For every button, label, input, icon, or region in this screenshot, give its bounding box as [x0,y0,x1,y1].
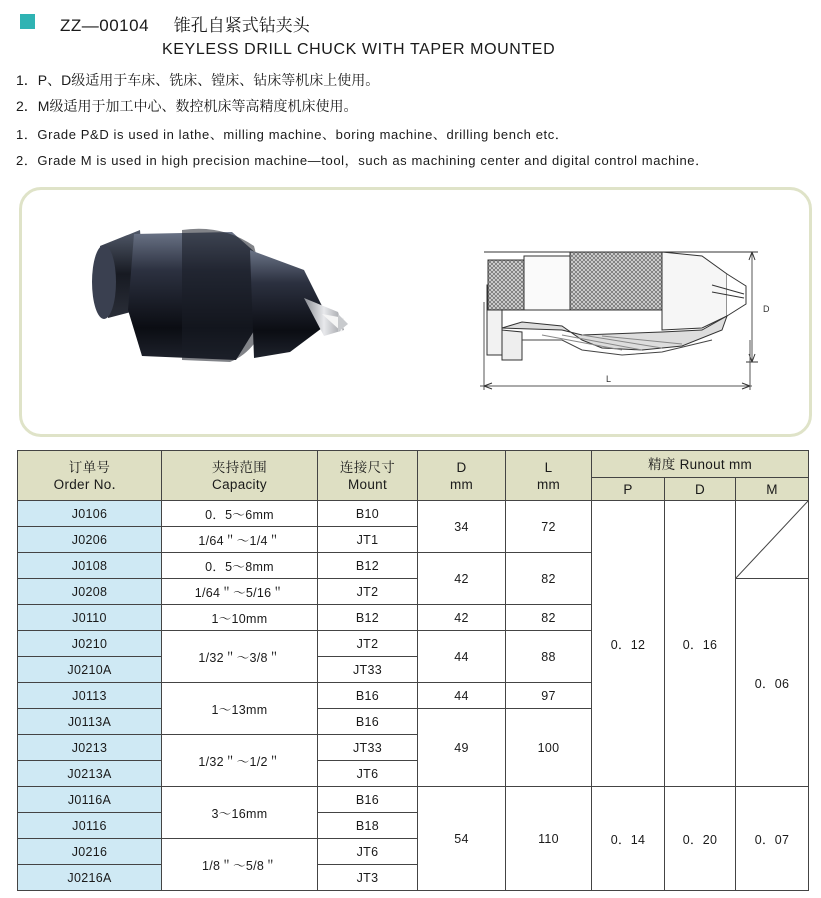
capacity-cell: 1～10mm [162,605,318,631]
diagram-label-d: D [763,304,770,314]
capacity-cell: 1/32＂～3/8＂ [162,631,318,683]
table-row [18,501,809,527]
capacity-cell: 0．5～8mm [162,553,318,579]
mount-cell: B10 [318,501,418,527]
runout-p-cell: 0．12 [592,501,665,787]
d-cell: 49 [418,709,506,787]
note-en-1: 1．Grade P&D is used in lathe、milling machine、boring machine、drilling bench etc． [16,127,569,142]
order-cell: J0113 [18,683,162,709]
order-cell: J0208 [18,579,162,605]
d-cell: 54 [418,787,506,891]
mount-cell: JT3 [318,865,418,891]
order-cell: J0213A [18,761,162,787]
header-mount: 连接尺寸 Mount [318,451,418,501]
l-cell: 82 [506,605,592,631]
product-title [60,11,310,36]
l-cell: 82 [506,553,592,605]
mount-cell: B18 [318,813,418,839]
d-cell: 34 [418,501,506,553]
capacity-cell: 1/8＂～5/8＂ [162,839,318,891]
mount-cell: B12 [318,605,418,631]
order-cell: J0116A [18,787,162,813]
d-cell: 42 [418,605,506,631]
capacity-cell: 1～13mm [162,683,318,735]
drill-chuck-technical-drawing [480,252,758,390]
runout-d-cell: 0．20 [665,787,736,891]
order-cell: J0108 [18,553,162,579]
mount-cell: JT33 [318,657,418,683]
product-code: ZZ—00104 [60,16,150,35]
header-runout-m: M [736,478,809,501]
l-cell: 97 [506,683,592,709]
runout-m-cell: 0．07 [736,787,809,891]
note-cn-2: 2．M级适用于加工中心、数控机床等高精度机床使用。 [16,98,358,114]
mount-cell: B16 [318,709,418,735]
note-en-2: 2．Grade M is used in high precision machine—tool，such as machining center and digital control machine． [16,153,709,168]
mount-cell: JT33 [318,735,418,761]
product-name-cn: 锥孔自紧式钻夹头 [173,16,310,35]
runout-m-not-applicable [736,501,809,579]
product-illustration-panel [19,187,812,437]
mount-cell: JT6 [318,761,418,787]
mount-cell: B12 [318,553,418,579]
header-d: D mm [418,451,506,501]
diagonal-line [736,501,808,578]
mount-cell: JT2 [318,579,418,605]
order-cell: J0110 [18,605,162,631]
header-runout-d: D [665,478,736,501]
table-row [18,787,809,813]
l-cell: 72 [506,501,592,553]
d-cell: 44 [418,631,506,683]
header-runout: 精度 Runout mm [592,451,809,478]
header-l: L mm [506,451,592,501]
capacity-cell: 1/64＂～5/16＂ [162,579,318,605]
d-cell: 42 [418,553,506,605]
order-cell: J0216 [18,839,162,865]
mount-cell: B16 [318,683,418,709]
diagram-label-l: L [606,374,612,384]
l-cell: 88 [506,631,592,683]
capacity-cell: 1/32＂～1/2＂ [162,735,318,787]
runout-d-cell: 0．16 [665,501,736,787]
order-cell: J0210 [18,631,162,657]
mount-cell: JT1 [318,527,418,553]
mount-cell: B16 [318,787,418,813]
l-cell: 100 [506,709,592,787]
mount-cell: JT2 [318,631,418,657]
product-name-en: KEYLESS DRILL CHUCK WITH TAPER MOUNTED [162,41,556,58]
d-cell: 44 [418,683,506,709]
order-cell: J0213 [18,735,162,761]
header-order: 订单号 Order No． [18,451,162,501]
order-cell: J0206 [18,527,162,553]
order-cell: J0113A [18,709,162,735]
drill-chuck-photo [92,229,348,362]
order-cell: J0210A [18,657,162,683]
order-cell: J0116 [18,813,162,839]
header-accent-square [20,14,35,29]
capacity-cell: 3～16mm [162,787,318,839]
note-cn-1: 1．P、D级适用于车床、铣床、镗床、钻床等机床上使用。 [16,72,380,88]
capacity-cell: 1/64＂～1/4＂ [162,527,318,553]
order-cell: J0216A [18,865,162,891]
runout-m-cell: 0．06 [736,579,809,787]
header-runout-p: P [592,478,665,501]
spec-table [17,450,809,891]
mount-cell: JT6 [318,839,418,865]
order-cell: J0106 [18,501,162,527]
runout-p-cell: 0．14 [592,787,665,891]
header-capacity: 夹持范围 Capacity [162,451,318,501]
l-cell: 110 [506,787,592,891]
capacity-cell: 0．5～6mm [162,501,318,527]
